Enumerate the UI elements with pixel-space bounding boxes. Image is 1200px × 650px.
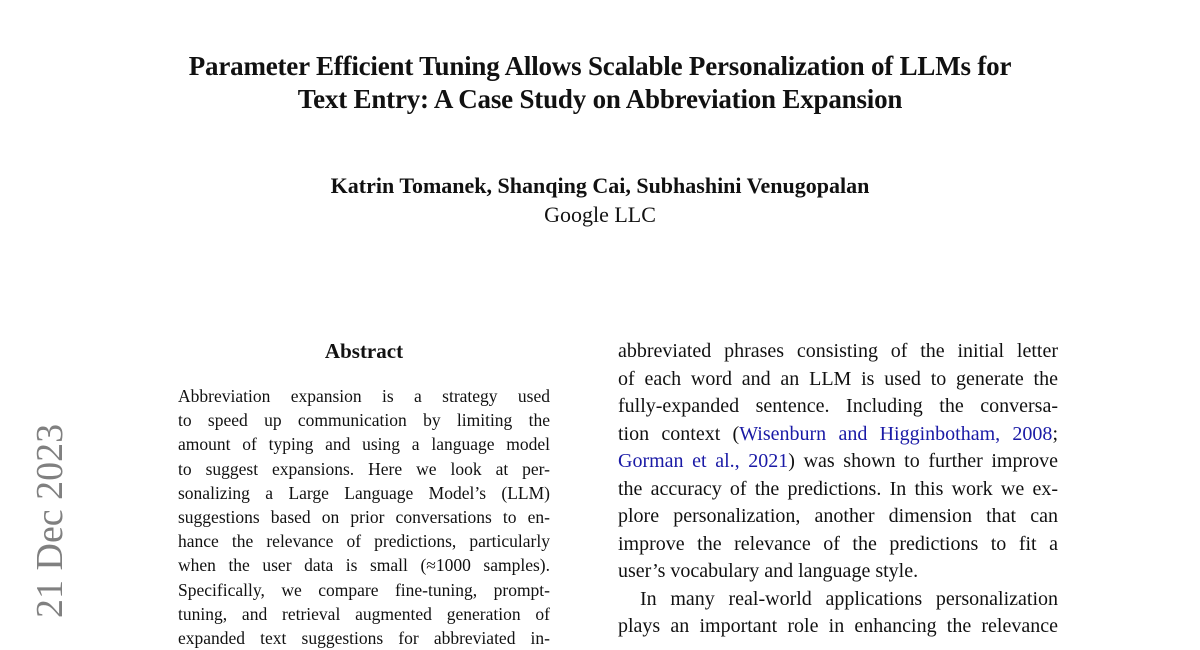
body-line: improve the relevance of the predictions to fit a [618, 532, 1058, 555]
title-line: Text Entry: A Case Study on Abbreviation Expansion [297, 84, 903, 114]
abstract-heading: Abstract [324, 339, 404, 363]
abstract-line: sonalizing a Large Language Model’s (LLM) [178, 482, 550, 503]
abstract-line: tuning, and retrieval augmented generation of [178, 603, 550, 624]
citation-link-wisenburn[interactable]: Wisenburn and Higginbotham, 2008 [739, 422, 1053, 445]
title-line: Parameter Efficient Tuning Allows Scalable Personalization of LLMs for [188, 51, 1012, 81]
authors: Katrin Tomanek, Shanqing Cai, Subhashini Venugopalan [330, 173, 870, 198]
abstract-line: Specifically, we compare fine-tuning, prompt- [178, 579, 550, 600]
body-line: plore personalization, another dimension that can [618, 505, 1058, 527]
paper-title [100, 50, 1100, 116]
body-line: the accuracy of the predictions. In this work we ex- [618, 477, 1058, 500]
abstract-line: to suggest expansions. Here we look at per- [178, 458, 550, 479]
abstract-body [178, 384, 550, 650]
affiliation: Google LLC [544, 202, 656, 227]
intro-column [618, 338, 1058, 641]
body-text: ) was shown to further improve [788, 450, 1058, 472]
body-text: ; [1052, 422, 1058, 445]
arxiv-date-stamp: 21 Dec 2023 [29, 423, 71, 618]
abstract-line: Abbreviation expansion is a strategy used [178, 386, 550, 406]
body-line: plays an important role in enhancing the relevance [618, 615, 1058, 637]
body-line: user’s vocabulary and language style. [618, 560, 919, 582]
citation-link-gorman[interactable]: Gorman et al., 2021 [618, 450, 789, 472]
body-line-with-citation [618, 448, 1058, 476]
abstract-line: to speed up communication by limiting the [178, 410, 550, 431]
abstract-line: hance the relevance of predictions, particularly [178, 531, 550, 552]
body-text: tion context ( [618, 422, 740, 445]
body-line: fully-expanded sentence. Including the conversa- [618, 395, 1058, 417]
body-line: of each word and an LLM is used to generate the [618, 367, 1058, 390]
abstract-line: suggestions based on prior conversations to en- [178, 507, 550, 528]
body-line-with-citation [618, 421, 1058, 449]
abstract-line: expanded text suggestions for abbreviated in- [178, 628, 550, 649]
abstract-line: amount of typing and using a language model [178, 434, 550, 455]
body-line: In many real-world applications personalization [640, 587, 1058, 610]
body-line: abbreviated phrases consisting of the initial letter [618, 340, 1058, 362]
abstract-line: when the user data is small (≈1000 samples). [178, 555, 550, 576]
